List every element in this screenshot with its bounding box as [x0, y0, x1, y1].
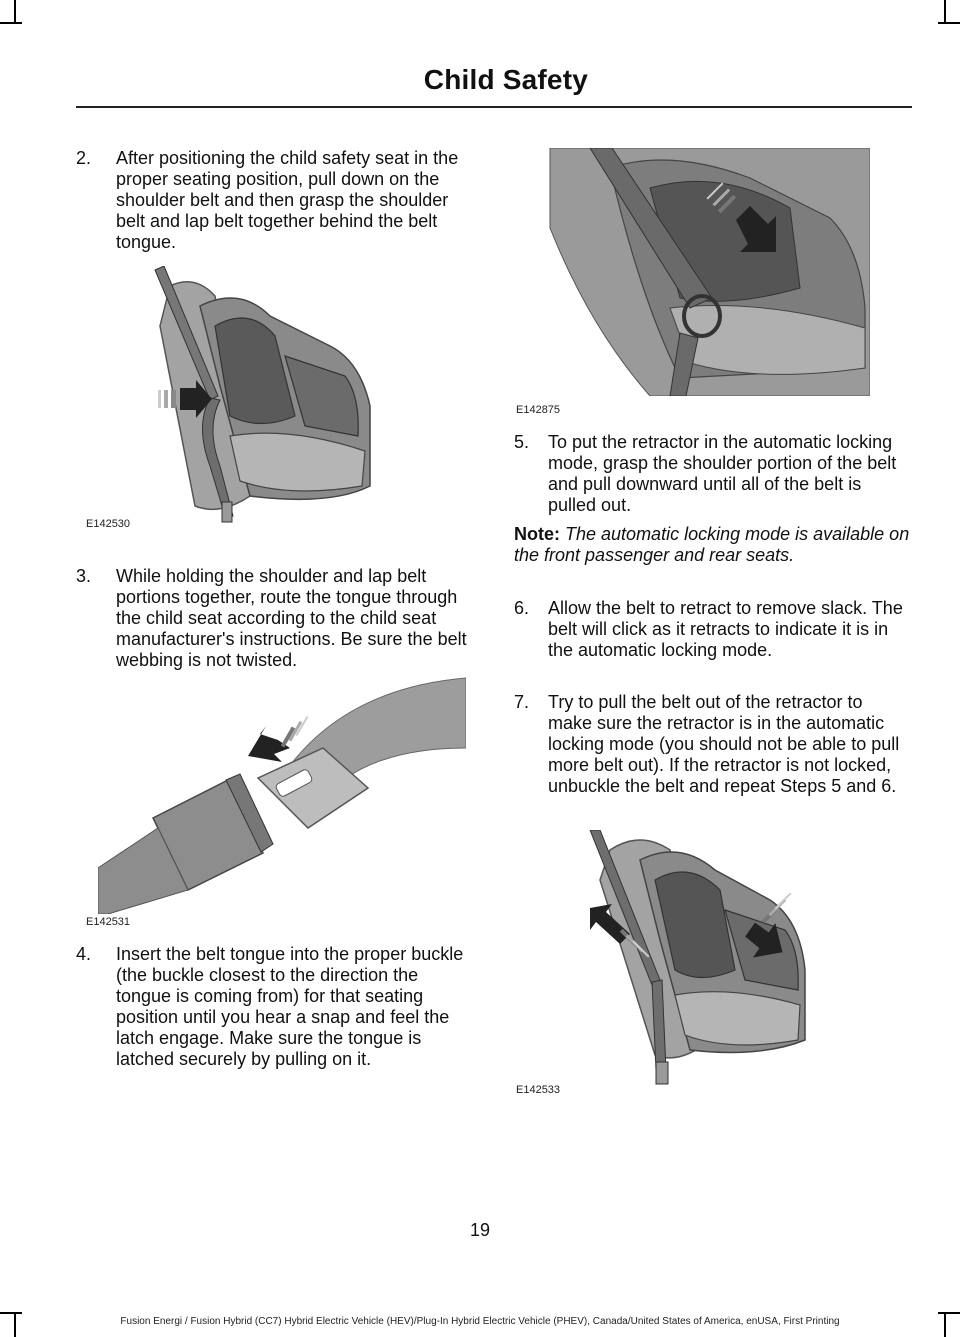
- crop-mark: [0, 22, 22, 24]
- step-text: While holding the shoulder and lap belt portions together, route the tongue through the child seat according to the child seat manufacturer's instructions. Be sure the belt webbing is not twisted.: [116, 566, 467, 670]
- figure-code: E142531: [86, 916, 131, 928]
- step-text: To put the retractor in the automatic locking mode, grasp the shoulder portion of the belt and pull downward until all of the belt is pulled out.: [548, 432, 897, 515]
- page-footer: Fusion Energi / Fusion Hybrid (CC7) Hybrid Electric Vehicle (HEV)/Plug-In Hybrid Electric Vehicle (PHEV), Canada/United States of America, enUSA, First Printing: [120, 1316, 840, 1327]
- step-text: Insert the belt tongue into the proper buckle (the buckle closest to the direction the tongue is coming from) for that seating position until you hear a snap and feel the latch engage. Make sure the tongue is latched securely by pulling on it.: [116, 944, 464, 1069]
- step-number: 4.: [76, 944, 92, 964]
- step-text: After positioning the child safety seat in the proper seating position, pull down on the shoulder belt and then grasp the shoulder belt and lap belt together behind the belt tongue.: [116, 148, 459, 252]
- step-number: 5.: [514, 432, 530, 452]
- note: [514, 524, 910, 566]
- page-number: 19: [469, 1220, 491, 1240]
- figure-code: E142530: [86, 518, 131, 530]
- note-label: Note:: [514, 524, 560, 544]
- step-number: 2.: [76, 148, 92, 168]
- figure-belt-buckle: [86, 668, 466, 928]
- step-text: Allow the belt to retract to remove slack. The belt will click as it retracts to indicate it is in the automatic locking mode.: [548, 598, 903, 660]
- figure-code: E142875: [516, 404, 561, 416]
- child-seat-retract-illustration: [560, 830, 820, 1086]
- figure-child-seat-belt-pull: [86, 266, 464, 530]
- header-rule: [76, 106, 912, 108]
- figure-code: E142533: [516, 1084, 561, 1096]
- child-seat-closeup-illustration: [530, 148, 870, 396]
- crop-mark: [938, 1312, 960, 1314]
- note-text: The automatic locking mode is available on the front passenger and rear seats.: [514, 524, 910, 565]
- step-number: 6.: [514, 598, 530, 618]
- step-number: 3.: [76, 566, 92, 586]
- crop-mark: [14, 0, 16, 24]
- crop-mark: [0, 1312, 22, 1314]
- child-seat-illustration: [100, 266, 464, 526]
- crop-mark: [938, 22, 960, 24]
- figure-shoulder-belt-pull: [516, 148, 870, 416]
- buckle-illustration: [98, 668, 466, 914]
- figure-retractor-check: [516, 830, 820, 1096]
- step-number: 7.: [514, 692, 530, 712]
- page-title: Child Safety: [423, 64, 588, 95]
- crop-mark: [944, 0, 946, 24]
- step-text: Try to pull the belt out of the retractor to make sure the retractor is in the automatic locking mode (you should not be able to pull more belt out). If the retractor is not locked, unbuckle the belt and repeat Steps 5 and 6.: [548, 692, 900, 796]
